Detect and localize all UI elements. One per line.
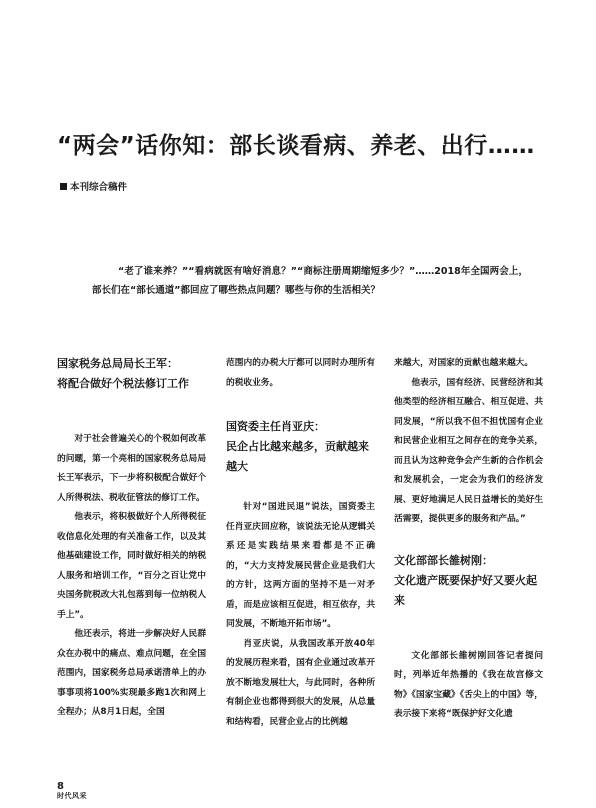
paragraph-continued: 范围内的办税大厅都可以同时办理所有的税收业务。: [226, 358, 375, 388]
article-intro: “老了谁来养？”“看病就医有啥好消息？”“商标注册周期缩短多少？”……2018年全国两会上，部长们在“部长通道”都回应了哪些热点问题？哪些与你的生活相关？: [92, 266, 528, 296]
paragraph: 针对“国进民退”说法，国资委主任肖亚庆回应称，该说法无论从逻辑关系还是实践结果来看都是不正确的，“大力支持发展民营企业是我们大的方针，这两方面的坚持不是一对矛盾，而是应该相互促进，相互依存，共同发展，不断地开拓市场”。: [226, 502, 375, 629]
paragraph: 他表示，将积极做好个人所得税征收信息化处理的有关准备工作，以及其他基础建设工作，同时做好相关的纳税人服务和培训工作，“百分之百让党中央国务院税改大礼包落到每一位纳税人手上”。: [57, 512, 206, 620]
heading-subtitle-line: 将配合做好个税法修订工作: [57, 377, 189, 390]
heading-name-line: 文化部部长雒树刚：: [394, 553, 493, 567]
section-heading-sasac: [226, 417, 375, 477]
byline-text: 本刊综合稿件: [70, 182, 128, 193]
heading-subtitle-line: 文化遗产既要保护好又要火起来: [394, 573, 537, 607]
magazine-name: 时代风采: [57, 792, 87, 800]
page-number: 8: [57, 781, 64, 792]
column-1: [57, 354, 206, 723]
heading-name-line: 国家税务总局局长王军：: [57, 357, 178, 370]
byline: [60, 181, 127, 195]
heading-subtitle-line: 民企占比越来越多，贡献越来越大: [226, 440, 369, 473]
column-2: [226, 354, 375, 732]
article-title: “两会”话你知：部长谈看病、养老、出行……: [57, 133, 535, 159]
section-heading-tax: [57, 354, 206, 394]
paragraph: 他表示，国有经济、民营经济和其他类型的经济相互融合、相互促进、共同发展，“所以我不但不担忧国有企业和民营企业相互之间存在的竞争关系，而且认为这种竞争会产生新的合作机会和发展机会，一定会为我们的经济发展、更好地满足人民日益增长的美好生活需要，提供更多的服务和产品。”: [394, 377, 543, 524]
section-heading-culture: [394, 551, 543, 611]
paragraph: 肖亚庆说，从我国改革开放40年的发展历程来看，国有企业通过改革开放不断地发展壮大，与此同时，各种所有制企业也都得到很大的发展，从总量和结构看，民营企业占的比例越: [226, 638, 375, 727]
square-bullet-icon: [60, 183, 67, 190]
paragraph-continued: 来越大，对国家的贡献也越来越大。: [394, 358, 533, 368]
heading-name-line: 国资委主任肖亚庆：: [226, 420, 325, 433]
paragraph: 他还表示，将进一步解决好人民群众在办税中的痛点、难点问题，在全国范围内，国家税务总局承诺清单上的办事事项将100%实现最多跑1次和网上全程办；从8月1日起，全国: [57, 629, 206, 717]
column-3: [394, 354, 543, 725]
paragraph: 文化部部长雒树刚回答记者提问时，列举近年热播的《我在故宫修文物》《国家宝藏》《舌尖上的中国》等，表示接下来将“既保护好文化遗: [394, 650, 543, 719]
paragraph: 对于社会普遍关心的个税如何改革的问题，第一个亮相的国家税务总局局长王军表示，下一步将积极配合做好个人所得税法、税收征管法的修订工作。: [57, 434, 206, 503]
